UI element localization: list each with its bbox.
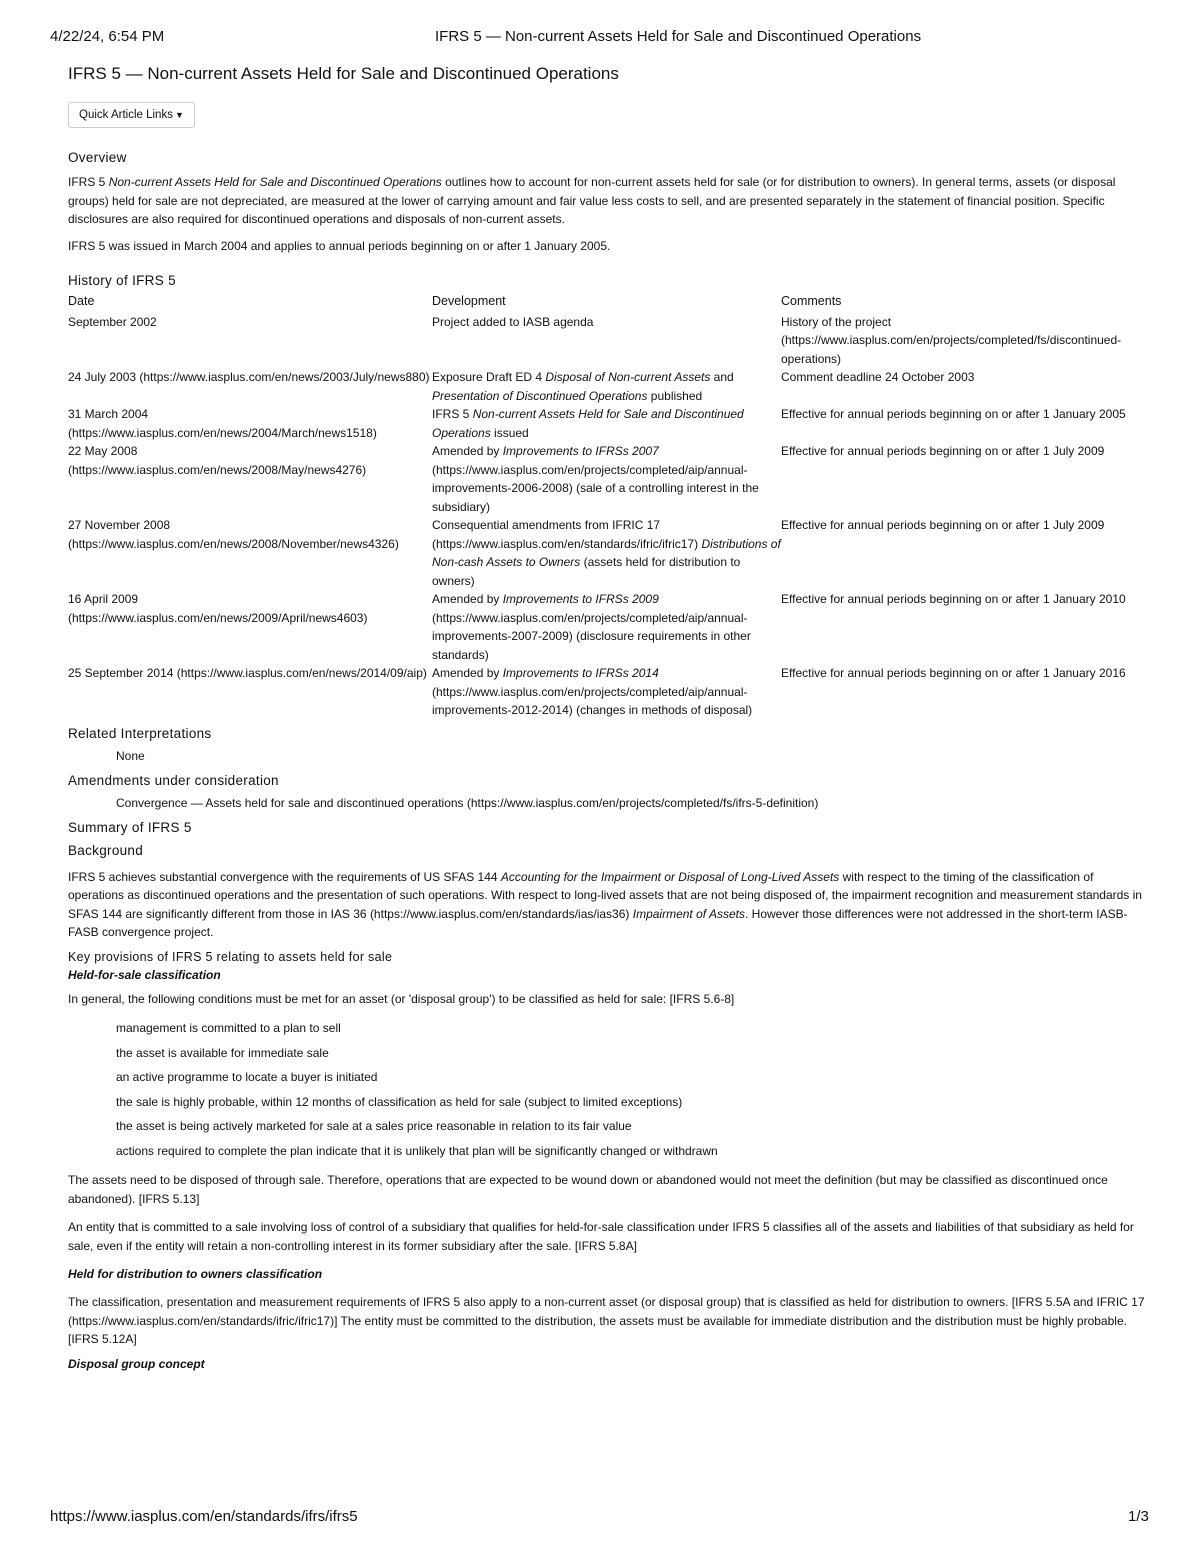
quick-links-label: Quick Article Links — [79, 109, 173, 121]
history-development-cell — [432, 368, 781, 405]
disposal-group-heading: Disposal group concept — [68, 1356, 205, 1371]
history-date-cell[interactable]: 31 March 2004 (https://www.iasplus.com/en/news/2004/March/news1518) — [68, 407, 377, 440]
development-text-segment: Presentation of Discontinued Operations — [432, 388, 648, 403]
amendments-heading: Amendments under consideration — [68, 772, 279, 788]
development-text-segment: Distributions of Non-cash Assets to Owners — [432, 536, 781, 569]
history-row — [68, 368, 1148, 405]
development-text-segment: Exposure Draft ED 4 — [432, 370, 546, 384]
development-text-segment: Non-current Assets Held for Sale and Discontinued Operations — [432, 407, 744, 440]
development-text-segment: Improvements to IFRSs 2014 — [502, 666, 659, 680]
overview-p1-pre: IFRS 5 — [68, 175, 109, 189]
development-text-segment: Project added to IASB agenda — [432, 314, 594, 329]
development-text-segment: (https://www.iasplus.com/en/projects/completed/aip/annual-improvements-2006-2008) (sale of a controlling interest in the subsidiary) — [432, 462, 759, 514]
background-em-1: Accounting for the Impairment or Disposal of Long-Lived Assets — [500, 869, 840, 884]
assets-sale-paragraph: The assets need to be disposed of through sale. Therefore, operations that are expected to be wound down or abandoned would not meet the definition (but may be classified as discontinued once abandoned). [IFRS 5.13] — [68, 1173, 1108, 1206]
history-comment-cell: Effective for annual periods beginning on or after 1 July 2009 — [781, 444, 1105, 458]
history-table — [68, 292, 1148, 720]
history-development-cell — [432, 590, 781, 664]
development-text-segment: Improvements to IFRSs 2007 — [502, 444, 659, 458]
development-text-segment: Amended by — [432, 592, 503, 606]
column-header-comments: Comments — [781, 294, 842, 308]
distribution-paragraph: The classification, presentation and measurement requirements of IFRS 5 also apply to a non-current asset (or disposal group) that is classified as held for distribution to owners. [IFRS 5.5A and IFRIC 17 (https://www.iasplus.com/en/standards/ifric/ifric17)] The entity must be committed to the distribution, the assets must be available for immediate distribution and the distribution must be highly probable. [IFRS 5.12A] — [68, 1295, 1145, 1346]
history-table-body — [68, 313, 1148, 720]
history-row — [68, 313, 1148, 369]
development-text-segment: Amended by — [432, 444, 503, 458]
print-header-title: IFRS 5 — Non-current Assets Held for Sale and Discontinued Operations — [435, 28, 922, 45]
key-provisions-heading: Key provisions of IFRS 5 relating to assets held for sale — [68, 949, 393, 964]
background-pre: IFRS 5 achieves substantial convergence with the requirements of US SFAS 144 — [68, 869, 501, 884]
history-date-cell[interactable]: 16 April 2009 (https://www.iasplus.com/en/news/2009/April/news4603) — [68, 592, 368, 625]
held-for-distribution-heading: Held for distribution to owners classification — [68, 1267, 323, 1281]
development-text-segment: (https://www.iasplus.com/en/projects/completed/aip/annual-improvements-2007-2009) (disclosure requirements in other standards) — [432, 610, 751, 662]
development-text-segment: Improvements to IFRSs 2009 — [502, 592, 659, 606]
history-development-cell — [432, 516, 781, 590]
conditions-intro: In general, the following conditions must be met for an asset (or 'disposal group') to be classified as held for sale: [IFRS 5.6-8] — [68, 991, 735, 1006]
history-comment-cell: Effective for annual periods beginning on or after 1 July 2009 — [781, 518, 1105, 532]
history-comment-cell: Effective for annual periods beginning on or after 1 January 2016 — [781, 666, 1126, 680]
condition-list-item: actions required to complete the plan indicate that it is unlikely that plan will be significantly changed or withdrawn — [116, 1143, 718, 1158]
loss-of-control-paragraph: An entity that is committed to a sale involving loss of control of a subsidiary that qualifies for held-for-sale classification under IFRS 5 classifies all of the assets and liabilities of that subsidiary as held for sale, even if the entity will retain a non-controlling interest in its former subsidiary after the sale. [IFRS 5.8A] — [68, 1220, 1134, 1253]
overview-p1-em: Non-current Assets Held for Sale and Discontinued Operations — [108, 175, 442, 189]
history-development-cell — [432, 442, 781, 516]
quick-article-links-button[interactable] — [68, 102, 195, 128]
history-development-cell — [432, 664, 781, 720]
related-interpretations-value: None — [116, 748, 145, 763]
development-text-segment: IFRS 5 — [432, 407, 473, 421]
overview-heading: Overview — [68, 150, 127, 165]
development-text-segment: (assets held for distribution to owners) — [432, 555, 741, 588]
condition-list-item: an active programme to locate a buyer is initiated — [116, 1070, 378, 1084]
condition-list-item: the asset is available for immediate sale — [116, 1045, 329, 1060]
history-row — [68, 405, 1148, 442]
column-header-date: Date — [68, 294, 95, 308]
history-date-cell[interactable]: 27 November 2008 (https://www.iasplus.com/en/news/2008/November/news4326) — [68, 518, 399, 551]
background-post: . However those differences were not addressed in the short-term IASB-FASB convergence project. — [68, 906, 1128, 939]
print-footer-url: https://www.iasplus.com/en/standards/ifrs/ifrs5 — [50, 1508, 358, 1525]
condition-list-item: management is committed to a plan to sell — [116, 1021, 341, 1035]
background-em-2: Impairment of Assets — [632, 906, 745, 921]
development-text-segment: Disposal of Non-current Assets — [545, 370, 711, 384]
history-row — [68, 442, 1148, 516]
held-for-sale-heading: Held-for-sale classification — [68, 967, 221, 982]
print-header-date: 4/22/24, 6:54 PM — [50, 28, 165, 45]
background-mid: with respect to the timing of the classification of operations as discontinued operations and the presentation of such operations. With respect to long-lived assets that are not being disposed of, the impairment recognition and measurement standards in SFAS 144 are significantly different from those in IAS 36 (https://www.iasplus.com/en/standards/ias/ias36) — [68, 869, 1142, 921]
background-heading: Background — [68, 842, 144, 858]
development-text-segment: issued — [490, 425, 529, 440]
overview-p1-post: outlines how to account for non-current assets held for sale (or for distribution to owners). In general terms, assets (or disposal groups) held for sale are not depreciated, are measured at the lower of carrying amount and fair value less costs to sell, and are presented separately in the statement of financial position. Specific disclosures are also required for discontinued operations and disposals of non-current assets. — [68, 175, 1116, 226]
amendments-convergence-link[interactable]: Convergence — Assets held for sale and discontinued operations (https://www.iasplus.com/en/projects/completed/fs/ifrs-5-definition) — [116, 795, 819, 810]
history-date-cell[interactable]: 22 May 2008 (https://www.iasplus.com/en/news/2008/May/news4276) — [68, 444, 367, 477]
history-development-cell — [432, 405, 781, 442]
history-table-header — [68, 292, 1148, 313]
history-comment-cell[interactable]: History of the project (https://www.iasplus.com/en/projects/completed/fs/discontinued-operations) — [781, 314, 1122, 366]
page-title: IFRS 5 — Non-current Assets Held for Sale and Discontinued Operations — [68, 64, 619, 83]
overview-paragraph-2: IFRS 5 was issued in March 2004 and applies to annual periods beginning on or after 1 January 2005. — [68, 238, 611, 253]
history-row — [68, 516, 1148, 590]
history-comment-cell: Comment deadline 24 October 2003 — [781, 370, 975, 384]
history-development-cell — [432, 313, 781, 369]
history-heading: History of IFRS 5 — [68, 273, 176, 288]
history-date-cell[interactable]: 25 September 2014 (https://www.iasplus.com/en/news/2014/09/aip) — [68, 666, 427, 680]
related-interpretations-heading: Related Interpretations — [68, 725, 212, 741]
caret-down-icon: ▼ — [174, 110, 184, 120]
overview-paragraph-1 — [68, 173, 1148, 229]
history-row — [68, 664, 1148, 720]
article-content — [68, 64, 1148, 1379]
history-comment-cell: Effective for annual periods beginning on or after 1 January 2010 — [781, 592, 1126, 606]
development-text-segment: Consequential amendments from IFRIC 17 (https://www.iasplus.com/en/standards/ifric/ifric17) — [432, 518, 702, 551]
conditions-list — [116, 1016, 1148, 1163]
summary-heading: Summary of IFRS 5 — [68, 819, 192, 835]
history-date-cell[interactable]: 24 July 2003 (https://www.iasplus.com/en/news/2003/July/news880) — [68, 370, 430, 384]
development-text-segment: and — [710, 370, 734, 384]
condition-list-item: the sale is highly probable, within 12 months of classification as held for sale (subject to limited exceptions) — [116, 1094, 683, 1109]
history-date-cell: September 2002 — [68, 314, 157, 329]
development-text-segment: (https://www.iasplus.com/en/projects/completed/aip/annual-improvements-2012-2014) (changes in methods of disposal) — [432, 684, 753, 717]
history-comment-cell: Effective for annual periods beginning on or after 1 January 2005 — [781, 407, 1126, 421]
history-row — [68, 590, 1148, 664]
condition-list-item: the asset is being actively marketed for sale at a sales price reasonable in relation to its fair value — [116, 1119, 632, 1133]
column-header-development: Development — [432, 294, 506, 308]
development-text-segment: Amended by — [432, 666, 503, 680]
background-paragraph — [68, 868, 1148, 942]
development-text-segment: published — [647, 388, 703, 403]
print-footer-page: 1/3 — [1128, 1508, 1149, 1525]
